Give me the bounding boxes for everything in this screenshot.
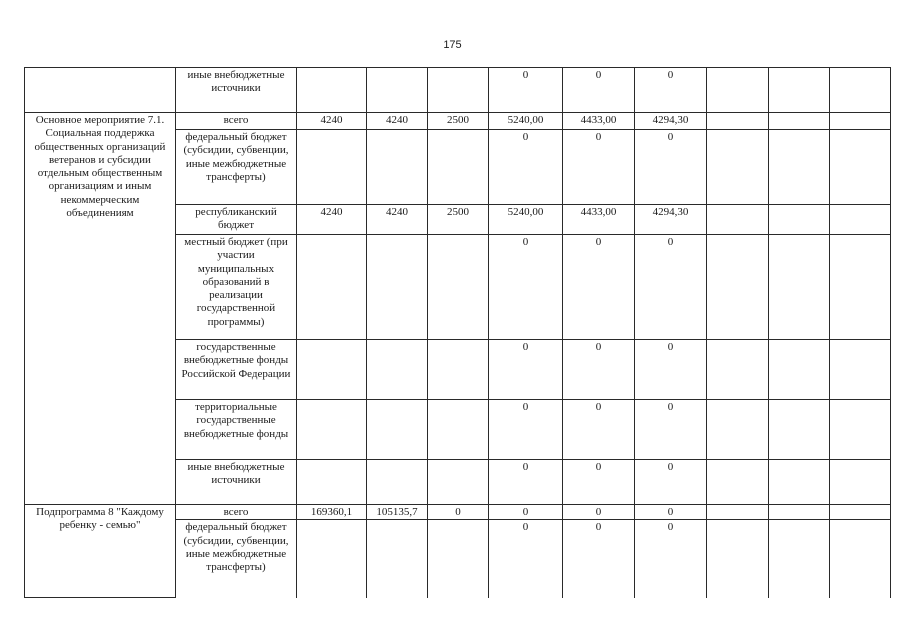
value-cell: 0: [563, 340, 635, 400]
value-cell: 0: [563, 520, 635, 598]
value-cell: [769, 340, 830, 400]
value-cell: 0: [489, 68, 563, 113]
source-cell: всего: [176, 113, 297, 130]
value-cell: 0: [563, 505, 635, 520]
value-cell: [367, 340, 428, 400]
value-cell: 5240,00: [489, 113, 563, 130]
value-cell: [428, 460, 489, 505]
value-cell: [769, 205, 830, 235]
value-cell: [297, 130, 367, 205]
source-cell: всего: [176, 505, 297, 520]
value-cell: [428, 68, 489, 113]
value-cell: 0: [563, 400, 635, 460]
value-cell: 4433,00: [563, 113, 635, 130]
value-cell: [297, 340, 367, 400]
value-cell: 0: [563, 130, 635, 205]
value-cell: [367, 520, 428, 598]
source-cell: иные внебюджетные источники: [176, 460, 297, 505]
value-cell: 0: [563, 68, 635, 113]
value-cell: [297, 520, 367, 598]
source-cell: федеральный бюджет (субсидии, субвенции, иные межбюджетные трансферты): [176, 130, 297, 205]
value-cell: [769, 460, 830, 505]
value-cell: [428, 235, 489, 340]
budget-table: [24, 67, 891, 598]
value-cell: 4294,30: [635, 113, 707, 130]
value-cell: [297, 235, 367, 340]
value-cell: 0: [489, 235, 563, 340]
value-cell: [830, 130, 891, 205]
value-cell: [297, 68, 367, 113]
event-name-cell: Основное мероприятие 7.1. Социальная поддержка общественных организаций ветеранов и субсидии отдельным общественным организациям и иным некоммерческим объединениям: [25, 113, 176, 505]
value-cell: [830, 340, 891, 400]
table-row: [25, 68, 891, 113]
table-row: [25, 505, 891, 520]
value-cell: 0: [489, 130, 563, 205]
value-cell: 2500: [428, 113, 489, 130]
source-cell: иные внебюджетные источники: [176, 68, 297, 113]
value-cell: 4240: [297, 113, 367, 130]
value-cell: 4240: [367, 205, 428, 235]
value-cell: [707, 235, 769, 340]
value-cell: 4294,30: [635, 205, 707, 235]
source-cell: государственные внебюджетные фонды Российской Федерации: [176, 340, 297, 400]
subprogram-name-cell: Подпрограмма 8 "Каждому ребенку - семью": [25, 505, 176, 598]
source-cell: республиканский бюджет: [176, 205, 297, 235]
value-cell: [297, 400, 367, 460]
value-cell: 0: [635, 130, 707, 205]
value-cell: [707, 130, 769, 205]
table-row: [25, 113, 891, 130]
value-cell: [707, 520, 769, 598]
value-cell: [428, 400, 489, 460]
value-cell: [707, 68, 769, 113]
value-cell: 2500: [428, 205, 489, 235]
value-cell: [707, 505, 769, 520]
value-cell: 5240,00: [489, 205, 563, 235]
value-cell: [830, 505, 891, 520]
value-cell: [367, 130, 428, 205]
value-cell: [707, 400, 769, 460]
value-cell: 0: [635, 235, 707, 340]
page-number: 175: [443, 39, 462, 51]
value-cell: 0: [635, 68, 707, 113]
value-cell: [769, 400, 830, 460]
value-cell: 4240: [367, 113, 428, 130]
value-cell: [707, 340, 769, 400]
value-cell: 0: [489, 460, 563, 505]
value-cell: [769, 130, 830, 205]
value-cell: [367, 400, 428, 460]
value-cell: [428, 130, 489, 205]
value-cell: 0: [635, 505, 707, 520]
value-cell: [769, 113, 830, 130]
value-cell: 0: [635, 460, 707, 505]
value-cell: [830, 520, 891, 598]
value-cell: [830, 235, 891, 340]
source-cell: территориальные государственные внебюджетные фонды: [176, 400, 297, 460]
source-cell: федеральный бюджет (субсидии, субвенции, иные межбюджетные трансферты): [176, 520, 297, 598]
value-cell: 105135,7: [367, 505, 428, 520]
value-cell: 0: [635, 340, 707, 400]
value-cell: 4433,00: [563, 205, 635, 235]
value-cell: 0: [635, 400, 707, 460]
value-cell: [830, 460, 891, 505]
source-cell: местный бюджет (при участии муниципальных образований в реализации государственной программы): [176, 235, 297, 340]
value-cell: 0: [489, 340, 563, 400]
value-cell: [769, 68, 830, 113]
value-cell: 0: [428, 505, 489, 520]
value-cell: [367, 460, 428, 505]
value-cell: 0: [563, 460, 635, 505]
value-cell: 0: [489, 520, 563, 598]
value-cell: 0: [635, 520, 707, 598]
value-cell: 0: [489, 505, 563, 520]
value-cell: [428, 340, 489, 400]
value-cell: [830, 68, 891, 113]
value-cell: [707, 113, 769, 130]
value-cell: [428, 520, 489, 598]
value-cell: 0: [489, 400, 563, 460]
value-cell: [367, 235, 428, 340]
value-cell: [297, 460, 367, 505]
value-cell: [707, 205, 769, 235]
value-cell: 4240: [297, 205, 367, 235]
event-cell: [25, 68, 176, 113]
value-cell: [707, 460, 769, 505]
value-cell: [367, 68, 428, 113]
value-cell: 169360,1: [297, 505, 367, 520]
value-cell: 0: [563, 235, 635, 340]
value-cell: [769, 235, 830, 340]
value-cell: [769, 520, 830, 598]
value-cell: [769, 505, 830, 520]
value-cell: [830, 400, 891, 460]
value-cell: [830, 205, 891, 235]
value-cell: [830, 113, 891, 130]
